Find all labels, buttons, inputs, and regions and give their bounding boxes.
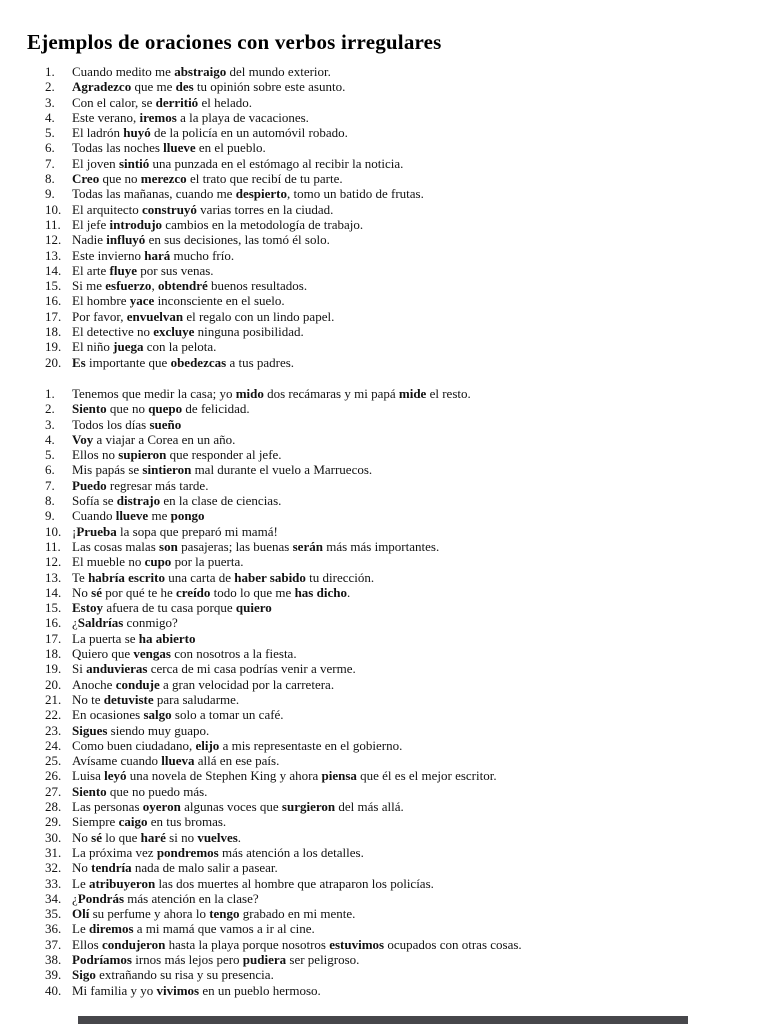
item-number: 5. [45, 125, 55, 141]
item-sentence: Si anduvieras cerca de mi casa podrías venir a verme. [72, 661, 356, 677]
item-sentence: Siento que no quepo de felicidad. [72, 401, 250, 417]
item-sentence: Mi familia y yo vivimos en un pueblo hermoso. [72, 982, 321, 998]
list-item [45, 952, 728, 967]
item-sentence: Le diremos a mi mamá que vamos a ir al cine. [72, 921, 315, 937]
item-sentence: El arte fluye por sus venas. [72, 262, 214, 278]
item-sentence: Avísame cuando llueva allá en ese país. [72, 753, 280, 769]
list-item [45, 768, 728, 783]
item-number: 10. [45, 523, 62, 539]
item-number: 7. [45, 477, 55, 493]
item-number: 15. [45, 600, 62, 616]
list-item [45, 967, 728, 982]
list-item [45, 202, 728, 217]
list-item [45, 570, 728, 585]
list-item [45, 524, 728, 539]
item-number: 18. [45, 324, 62, 340]
item-number: 15. [45, 278, 62, 294]
list-item [45, 95, 728, 110]
page-title: Ejemplos de oraciones con verbos irregulares [27, 30, 442, 54]
list-item [45, 493, 728, 508]
item-sentence: Anoche conduje a gran velocidad por la carretera. [72, 676, 335, 692]
list-item [45, 983, 728, 998]
list-item [45, 293, 728, 308]
item-number: 2. [45, 401, 55, 417]
item-sentence: Le atribuyeron las dos muertes al hombre que atraparon los policías. [72, 875, 434, 891]
item-sentence: Como buen ciudadano, elijo a mis representaste en el gobierno. [72, 737, 403, 753]
list-item [45, 814, 728, 829]
item-sentence: No sé lo que haré si no vuelves. [72, 829, 242, 845]
list-item [45, 156, 728, 171]
list-item [45, 860, 728, 875]
item-sentence: Con el calor, se derritió el helado. [72, 94, 252, 110]
item-number: 12. [45, 232, 62, 248]
item-number: 16. [45, 615, 62, 631]
item-number: 11. [45, 216, 61, 232]
item-sentence: Creo que no merezco el trato que recibí de tu parte. [72, 171, 343, 187]
item-sentence: ¡Prueba la sopa que preparó mi mamá! [72, 523, 278, 539]
item-sentence: El ladrón huyó de la policía en un automóvil robado. [72, 125, 348, 141]
item-sentence: El jefe introdujo cambios en la metodología de trabajo. [72, 216, 364, 232]
list-item [45, 723, 728, 738]
item-sentence: Todas las mañanas, cuando me despierto, tomo un batido de frutas. [72, 186, 424, 202]
item-number: 3. [45, 416, 55, 432]
list-item [45, 140, 728, 155]
item-number: 40. [45, 982, 62, 998]
item-sentence: Sigo extrañando su risa y su presencia. [72, 967, 274, 983]
item-sentence: ¿Pondrás más atención en la clase? [72, 890, 259, 906]
item-number: 22. [45, 707, 62, 723]
item-number: 20. [45, 676, 62, 692]
item-sentence: ¿Saldrías conmigo? [72, 615, 178, 631]
list-item [45, 309, 728, 324]
list-item [45, 263, 728, 278]
item-number: 12. [45, 554, 62, 570]
item-sentence: Cuando llueve me pongo [72, 508, 205, 524]
list-item [45, 876, 728, 891]
item-sentence: Puedo regresar más tarde. [72, 477, 209, 493]
list-item [45, 79, 728, 94]
list-item [45, 186, 728, 201]
item-number: 14. [45, 584, 62, 600]
list-item [45, 891, 728, 906]
item-sentence: El mueble no cupo por la puerta. [72, 554, 244, 570]
item-sentence: No te detuviste para saludarme. [72, 691, 240, 707]
item-number: 32. [45, 860, 62, 876]
item-number: 17. [45, 308, 62, 324]
item-number: 13. [45, 247, 62, 263]
item-number: 35. [45, 906, 62, 922]
list-item [45, 278, 728, 293]
item-number: 34. [45, 890, 62, 906]
list-item [45, 401, 728, 416]
item-number: 39. [45, 967, 62, 983]
item-sentence: Estoy afuera de tu casa porque quiero [72, 600, 272, 616]
list-item [45, 600, 728, 615]
item-number: 3. [45, 94, 55, 110]
item-number: 27. [45, 783, 62, 799]
item-sentence: Agradezco que me des tu opinión sobre este asunto. [72, 79, 346, 95]
item-sentence: El niño juega con la pelota. [72, 339, 217, 355]
list-item [45, 248, 728, 263]
item-number: 20. [45, 354, 62, 370]
list-item [45, 784, 728, 799]
item-number: 1. [45, 64, 55, 79]
item-number: 4. [45, 109, 55, 125]
item-number: 25. [45, 753, 62, 769]
list-item [45, 64, 728, 79]
item-number: 8. [45, 171, 55, 187]
item-sentence: Sigues siendo muy guapo. [72, 722, 210, 738]
item-sentence: Te habría escrito una carta de haber sabido tu dirección. [72, 569, 375, 585]
list-item [45, 937, 728, 952]
list-item [45, 906, 728, 921]
list-item [45, 125, 728, 140]
list-item [45, 462, 728, 477]
item-sentence: Ellos condujeron hasta la playa porque nosotros estuvimos ocupados con otras cosas. [72, 936, 522, 952]
item-number: 4. [45, 431, 55, 447]
item-number: 30. [45, 829, 62, 845]
item-number: 26. [45, 768, 62, 784]
list-item [45, 615, 728, 630]
list-item [45, 692, 728, 707]
item-sentence: La próxima vez pondremos más atención a los detalles. [72, 844, 364, 860]
item-sentence: No sé por qué te he creído todo lo que me has dicho. [72, 584, 351, 600]
list-item [45, 585, 728, 600]
item-sentence: Sofía se distrajo en la clase de ciencias. [72, 493, 282, 509]
item-sentence: Por favor, envuelvan el regalo con un lindo papel. [72, 308, 335, 324]
item-number: 9. [45, 186, 55, 202]
item-number: 2. [45, 79, 55, 95]
item-sentence: Luisa leyó una novela de Stephen King y ahora piensa que él es el mejor escritor. [72, 768, 497, 784]
item-number: 6. [45, 140, 55, 156]
item-sentence: El detective no excluye ninguna posibilidad. [72, 324, 304, 340]
item-number: 21. [45, 691, 62, 707]
item-sentence: Siempre caigo en tus bromas. [72, 814, 227, 830]
list-item [45, 110, 728, 125]
item-number: 11. [45, 538, 61, 554]
item-sentence: Las personas oyeron algunas voces que surgieron del más allá. [72, 799, 404, 815]
item-number: 31. [45, 844, 62, 860]
item-number: 23. [45, 722, 62, 738]
item-number: 8. [45, 493, 55, 509]
list-item [45, 646, 728, 661]
list-item [45, 921, 728, 936]
list-item [45, 508, 728, 523]
item-sentence: Ellos no supieron que responder al jefe. [72, 447, 282, 463]
verb-list-1 [45, 64, 728, 370]
item-number: 1. [45, 386, 55, 401]
item-number: 38. [45, 951, 62, 967]
list-item [45, 171, 728, 186]
item-number: 37. [45, 936, 62, 952]
item-sentence: Si me esfuerzo, obtendré buenos resultados. [72, 278, 308, 294]
item-number: 16. [45, 293, 62, 309]
item-sentence: Olí su perfume y ahora lo tengo grabado en mi mente. [72, 906, 356, 922]
list-item [45, 386, 728, 401]
item-sentence: Es importante que obedezcas a tus padres. [72, 354, 295, 370]
list-item [45, 738, 728, 753]
item-number: 17. [45, 630, 62, 646]
item-number: 33. [45, 875, 62, 891]
item-number: 6. [45, 462, 55, 478]
item-number: 13. [45, 569, 62, 585]
item-number: 10. [45, 201, 62, 217]
item-number: 19. [45, 339, 62, 355]
list-item [45, 677, 728, 692]
item-sentence: Este verano, iremos a la playa de vacaciones. [72, 109, 309, 125]
list-item [45, 554, 728, 569]
list-item [45, 339, 728, 354]
item-number: 24. [45, 737, 62, 753]
item-number: 36. [45, 921, 62, 937]
item-sentence: El hombre yace inconsciente en el suelo. [72, 293, 285, 309]
list-item [45, 355, 728, 370]
item-number: 7. [45, 155, 55, 171]
list-item [45, 417, 728, 432]
list-item [45, 432, 728, 447]
list-item [45, 753, 728, 768]
item-sentence: Cuando medito me abstraigo del mundo exterior. [72, 64, 331, 79]
list-item [45, 631, 728, 646]
list-item [45, 447, 728, 462]
item-number: 29. [45, 814, 62, 830]
list-item [45, 324, 728, 339]
item-sentence: Mis papás se sintieron mal durante el vuelo a Marruecos. [72, 462, 373, 478]
next-page-edge-bar [78, 1016, 688, 1024]
item-number: 18. [45, 646, 62, 662]
item-number: 14. [45, 262, 62, 278]
item-sentence: Podríamos irnos más lejos pero pudiera ser peligroso. [72, 951, 360, 967]
item-sentence: Nadie influyó en sus decisiones, las tomó él solo. [72, 232, 330, 248]
verb-list-2 [45, 386, 728, 998]
list-item [45, 217, 728, 232]
item-number: 28. [45, 799, 62, 815]
item-sentence: Tenemos que medir la casa; yo mido dos recámaras y mi papá mide el resto. [72, 386, 471, 401]
list-item [45, 830, 728, 845]
list-item [45, 539, 728, 554]
list-item [45, 799, 728, 814]
item-sentence: La puerta se ha abierto [72, 630, 196, 646]
list-item [45, 661, 728, 676]
item-sentence: Todas las noches llueve en el pueblo. [72, 140, 266, 156]
item-sentence: En ocasiones salgo solo a tomar un café. [72, 707, 284, 723]
item-sentence: Voy a viajar a Corea en un año. [72, 431, 236, 447]
item-sentence: Las cosas malas son pasajeras; las buenas serán más más importantes. [72, 538, 440, 554]
item-sentence: El arquitecto construyó varias torres en la ciudad. [72, 201, 334, 217]
list-item [45, 845, 728, 860]
item-sentence: Siento que no puedo más. [72, 783, 208, 799]
item-sentence: No tendría nada de malo salir a pasear. [72, 860, 278, 876]
item-sentence: Quiero que vengas con nosotros a la fiesta. [72, 646, 297, 662]
list-item [45, 232, 728, 247]
item-sentence: El joven sintió una punzada en el estómago al recibir la noticia. [72, 155, 404, 171]
item-number: 5. [45, 447, 55, 463]
item-number: 19. [45, 661, 62, 677]
list-item [45, 478, 728, 493]
item-sentence: Todos los días sueño [72, 416, 182, 432]
item-number: 9. [45, 508, 55, 524]
item-sentence: Este invierno hará mucho frío. [72, 247, 235, 263]
list-item [45, 707, 728, 722]
